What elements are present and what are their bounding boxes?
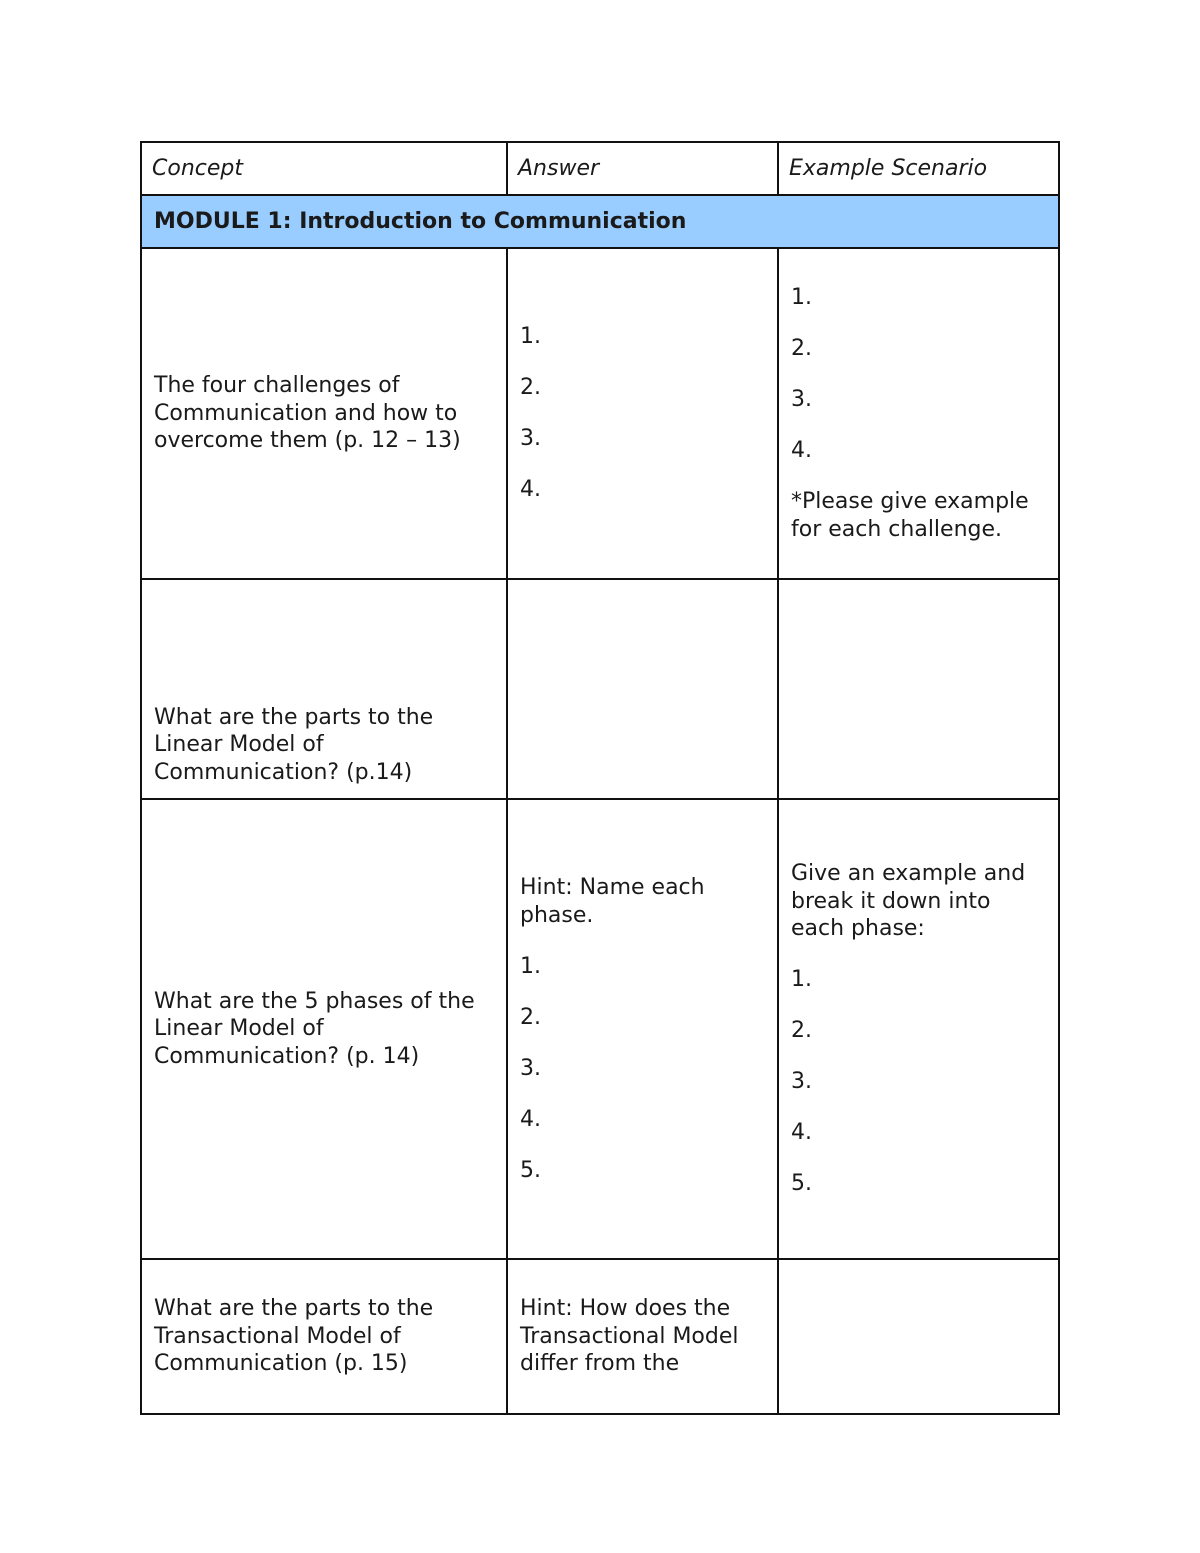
answer-cell[interactable] [507,579,778,799]
example-cell[interactable] [778,579,1059,799]
example-cell[interactable] [778,248,1059,579]
concept-cell: What are the parts to the Transactional Model of Communication (p. 15) [141,1259,507,1414]
list-item: 5. [520,1157,541,1183]
concept-cell: The four challenges of Communication and how to overcome them (p. 12 – 13) [141,248,507,579]
example-cell[interactable] [778,1259,1059,1414]
list-item: 2. [791,336,812,361]
list-item: 4. [520,477,541,503]
answer-list [520,323,765,504]
table-header-row [141,142,1059,195]
example-note: *Please give example for each challenge. [791,489,1029,542]
concept-cell: What are the 5 phases of the Linear Model of Communication? (p. 14) [141,799,507,1259]
module-title-row [141,195,1059,248]
list-item: 2. [520,1004,541,1030]
header-concept: Concept [141,142,507,195]
answer-hint: Hint: Name each phase. [520,875,705,928]
list-item: 1. [520,953,541,979]
module-title: MODULE 1: Introduction to Communication [141,195,1059,248]
list-item: 3. [791,387,812,412]
list-item: 1. [520,324,541,350]
list-item: 1. [791,285,812,310]
answer-cell[interactable] [507,248,778,579]
table-row [141,579,1059,799]
concept-worksheet-table [140,141,1060,1415]
list-item: 4. [791,1120,812,1146]
list-item: 4. [520,1106,541,1132]
list-item: 3. [520,1055,541,1081]
header-example-scenario: Example Scenario [778,142,1059,195]
table-row [141,799,1059,1259]
answer-cell[interactable]: Hint: How does the Transactional Model differ from the [507,1259,778,1414]
list-item: 3. [520,426,541,452]
list-item: 2. [520,375,541,401]
concept-cell: What are the parts to the Linear Model of Communication? (p.14) [141,579,507,799]
list-item: 4. [791,438,812,463]
list-item: 1. [791,967,812,993]
example-hint: Give an example and break it down into each phase: [791,861,1026,942]
table-row [141,1259,1059,1414]
list-item: 2. [791,1018,812,1044]
header-answer: Answer [507,142,778,195]
answer-cell[interactable] [507,799,778,1259]
answer-list [520,953,765,1185]
example-cell[interactable] [778,799,1059,1259]
table-row [141,248,1059,579]
list-item: 5. [791,1171,812,1197]
list-item: 3. [791,1069,812,1095]
example-list [791,284,1046,465]
example-list [791,966,1046,1198]
